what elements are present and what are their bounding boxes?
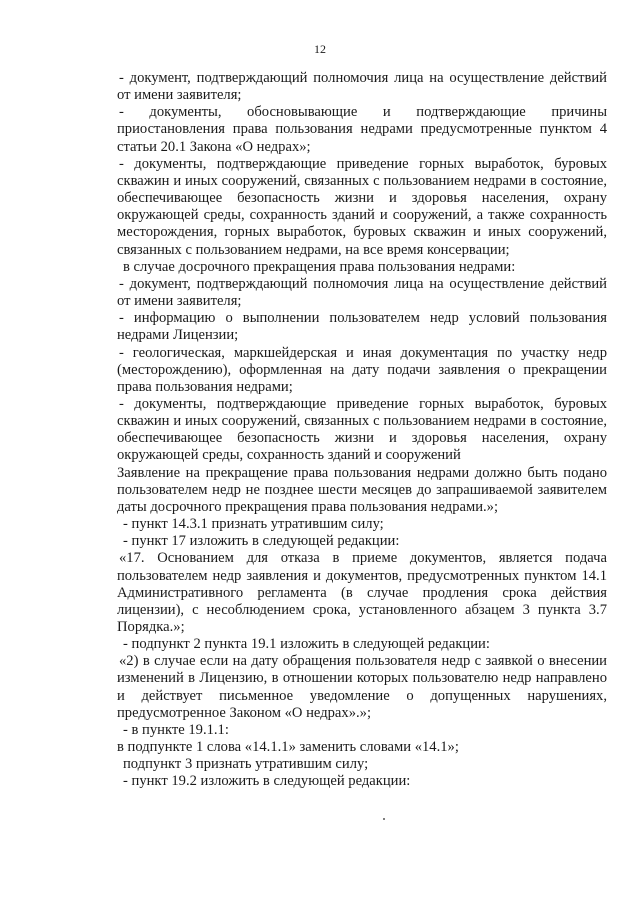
paragraph-2: - документы, обосновывающие и подтверждающие причины приостановления права пользования недрами предусмотренные пунктом 4 статьи 20.1 Закона «О недрах»;	[117, 104, 607, 155]
paragraph-4: в случае досрочного прекращения права пользования недрами:	[123, 258, 516, 275]
paragraph-13: - подпункт 2 пункта 19.1 изложить в следующей редакции:	[123, 636, 490, 653]
scan-speck	[383, 818, 385, 820]
paragraph-6: - информацию о выполнении пользователем недр условий пользования недрами Лицензии;	[117, 310, 607, 344]
paragraph-18: - пункт 19.2 изложить в следующей редакции:	[123, 773, 411, 790]
paragraph-14: «2) в случае если на дату обращения пользователя недр с заявкой о внесении изменений в Лицензию, в отношении которых пользователю недр направлено и действует письменное уведомление о допущенных нарушениях, предусмотренное Законом «О недрах».»;	[117, 653, 607, 721]
paragraph-7: - геологическая, маркшейдерская и иная документация по участку недр (месторождению), оформленная на дату подачи заявления о прекращении права пользования недрами;	[117, 344, 607, 395]
paragraph-10: - пункт 14.3.1 признать утратившим силу;	[123, 516, 384, 533]
paragraph-1: - документ, подтверждающий полномочия лица на осуществление действий от имени заявителя;	[117, 70, 607, 104]
page-number: 12	[314, 42, 326, 56]
paragraph-17: подпункт 3 признать утратившим силу;	[123, 756, 369, 773]
paragraph-12: «17. Основанием для отказа в приеме документов, является подача пользователем недр заявления и документов, предусмотренных пунктом 14.1 Административного регламента (в случае продления срока действия лицензии), с несоблюдением срока, установленного абзацем 3 пункта 3.7 Порядка.»;	[117, 550, 607, 635]
paragraph-9: Заявление на прекращение права пользования недрами должно быть подано пользователем недр не позднее шести месяцев до запрашиваемой заявителем даты досрочного прекращения права пользования недрами.»;	[117, 464, 607, 515]
document-body	[117, 70, 607, 791]
paragraph-11: - пункт 17 изложить в следующей редакции:	[123, 533, 400, 550]
paragraph-5: - документ, подтверждающий полномочия лица на осуществление действий от имени заявителя;	[117, 275, 607, 310]
paragraph-15: - в пункте 19.1.1:	[123, 721, 229, 738]
paragraph-16: в подпункте 1 слова «14.1.1» заменить словами «14.1»;	[117, 739, 459, 756]
paragraph-3: - документы, подтверждающие приведение горных выработок, буровых скважин и иных сооружений, связанных с пользованием недрами в состояние, обеспечивающее безопасность жизни и здоровья населения, охрану окружающей среды, сохранность зданий и сооружений, а также сохранность месторождения, горных выработок, буровых скважин и иных сооружений, связанных с пользованием недрами, на все время консервации;	[117, 155, 607, 258]
paragraph-8: - документы, подтверждающие приведение горных выработок, буровых скважин и иных сооружений, связанных с пользованием недрами в состояние, обеспечивающее безопасность жизни и здоровья населения, охрану окружающей среды, сохранность зданий и сооружений	[117, 395, 607, 464]
